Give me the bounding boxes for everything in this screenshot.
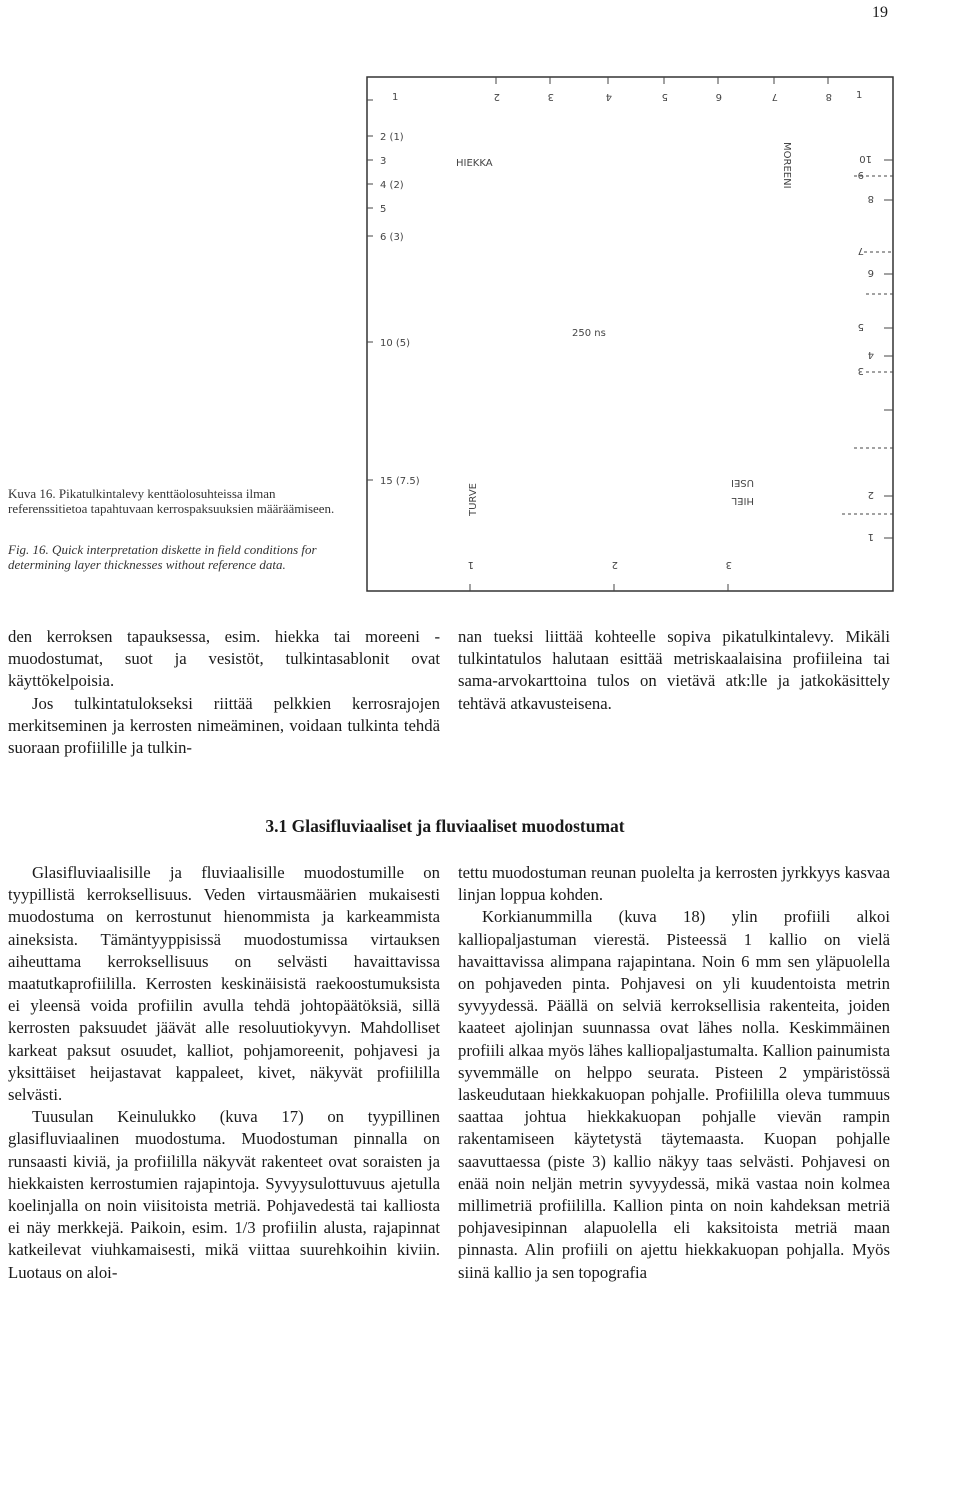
paragraph: Korkianummilla (kuva 18) ylin profiili alkoi kalliopaljastuman vierestä. Pisteessä 1 kallio on vielä havaittavissa alimpana rajapintana. Noin 6 mm sen yläpuolella on pohjaveden pinta. Pohjavesi on yli kuudentoista metrin syvyydessä. Päällä on selviä kerroksellisia rakenteita, joiden kaateet ajolinjan suunnassa ovat lähes nolla. Keskimmäinen profiili alkaa myös lähes kalliopaljastumalta. Kallion painumista syvemmälle on helppo seurata. Pisteen 2 ympäristössä laskeudutaan hiekkakuopan pohjalle. Profiililla oleva tummuus saattaa johtua hiekkakuopan pohjalle vievän rampin rakentamiseen käytetystä täytemaasta. Kuopan pohjalle saavuttaessa (piste 3) kallio näkyy taas selvästi. Pohjavesi on enää noin neljän metrin syvyydessä, mikä vastaa noin kolmea millimetriä profiililla. Kallion pinta on noin kahdeksan metriä pohjavesipinnan alapuolella eli kaksitoista metriä maan pinnasta. Alin profiili on ajettu hiekkakuopan pohjalla. Myös siinä kallio ja sen topografia	[458, 907, 890, 1282]
label-turve: TURVE	[468, 483, 479, 516]
top-scale-5: 5	[661, 91, 668, 102]
label-hiel: HIEL	[731, 495, 754, 506]
bottom-scale-1: 1	[467, 559, 474, 570]
left-scale-3: 3	[380, 156, 387, 167]
label-moreeni: MOREENI	[781, 142, 792, 189]
top-scale-7: 7	[771, 91, 778, 102]
bottom-scale-3: 3	[725, 559, 732, 570]
top-scale-2: 2	[493, 91, 500, 102]
bottom-scale-2: 2	[611, 559, 618, 570]
page-number: 19	[872, 4, 888, 21]
left-scale-1: 1	[392, 92, 399, 103]
right-scale-10: 10	[859, 153, 872, 164]
left-scale-6: 6 (3)	[380, 232, 404, 243]
paragraph: den kerroksen tapauksessa, esim. hiekka tai moreeni -muodostumat, suot ja vesistöt, tulkintasablonit ovat käyttökelpoisia.	[8, 627, 440, 691]
paragraph: Tuusulan Keinulukko (kuva 17) on tyypillinen glasifluviaalinen muodostuma. Muodostuman pinnalla on runsaasti kiviä, ja profiililla näkyvät rakenteet ovat soraisten ja hiekkaisten kerrostumien rajapintoja. Syvyysulottuvuus ajetulla koelinjalla on noin viisitoista metriä. Pohjavedestä tai kalliosta ei näy merkkejä. Paikoin, esim. 1/3 profiilin alusta, rajapinnat katkeilevat viuhkamaisesti, mikä viittaa suurehkoihin kiviin. Luotaus on aloi-	[8, 1107, 440, 1282]
left-scale-15: 15 (7.5)	[380, 476, 420, 487]
figure-caption-english: Fig. 16. Quick interpretation diskette in field conditions for determining layer thicknesses without reference data.	[8, 542, 317, 572]
text-column-top-right	[458, 626, 890, 715]
label-time: 250 ns	[572, 328, 606, 339]
right-scale-3: 3	[857, 365, 864, 376]
text-column-bottom-left	[8, 862, 440, 1284]
right-scale-2: 2	[867, 489, 874, 500]
right-scale	[858, 153, 874, 542]
right-scale-9: 9	[857, 169, 864, 180]
paragraph: Glasifluviaalisille ja fluviaalisille muodostumille on tyypillistä kerroksellisuus. Veden virtausmäärien mukaisesti muodostuma on kerrostunut hienommista ja karkeammista aineksista. Tämäntyyppisissä muodostumissa virtauksen aiheuttama kerroksellisuus on selvästi havaittavissa maatutkaprofiililla. Kerrosten keskinäisistä raekoostumuksista ei yleensä voida profiilin avulla tehdä johtopäätöksiä, sillä kerrosten paksuudet jäävät alle resoluutiokyvyn. Mahdolliset karkeat paksut osuudet, kalliot, pohjamoreenit, pohjavesi ja yksittäiset heijastavat kappaleet, kivet, näkyvät profiililla selvästi.	[8, 863, 440, 1105]
text-column-bottom-right	[458, 862, 890, 1284]
text-column-top-left	[8, 626, 440, 759]
paragraph: tettu muodostuman reunan puolelta ja kerrosten jyrkkyys kasvaa linjan loppua kohden.	[458, 863, 890, 905]
right-scale-4: 4	[867, 349, 874, 360]
top-scale-8: 8	[825, 91, 832, 102]
top-scale-3: 3	[547, 91, 554, 102]
figure-caption-finnish: Kuva 16. Pikatulkintalevy kenttäolosuhteissa ilman referenssitietoa tapahtuvaan kerrospaksuuksien määräämiseen.	[8, 486, 335, 516]
label-usei: USEI	[731, 477, 754, 488]
left-scale-5: 5	[380, 204, 387, 215]
left-scale-10: 10 (5)	[380, 338, 411, 349]
paragraph: Jos tulkintatulokseksi riittää pelkkien kerrosrajojen merkitseminen ja kerrosten nimeäminen, voidaan tulkinta tehdä suoraan profiilille ja tulkin-	[8, 693, 440, 758]
left-scale-4: 4 (2)	[380, 180, 404, 191]
top-scale	[494, 90, 863, 102]
right-scale-7: 7	[857, 245, 864, 256]
right-scale-5: 5	[857, 321, 864, 332]
left-scale-2: 2 (1)	[380, 132, 404, 143]
label-hiekka: HIEKKA	[456, 158, 493, 169]
section-heading: 3.1 Glasifluviaaliset ja fluviaaliset muodostumat	[265, 816, 625, 836]
right-scale-6: 6	[867, 267, 874, 278]
top-scale-1: 1	[856, 90, 863, 101]
right-scale-8: 8	[867, 193, 874, 204]
right-scale-1: 1	[867, 531, 874, 542]
quick-interpretation-diskette-figure	[366, 76, 894, 592]
top-scale-4: 4	[605, 91, 612, 102]
figure-frame	[367, 77, 893, 591]
paragraph: nan tueksi liittää kohteelle sopiva pikatulkintalevy. Mikäli tulkintatulos halutaan esittää metriskaalaisina profiileina tai sama-arvokarttoina tulos on vietävä atk:lle ja jatkokäsittely tehtävä atkavusteisena.	[458, 627, 890, 713]
top-scale-6: 6	[715, 91, 722, 102]
